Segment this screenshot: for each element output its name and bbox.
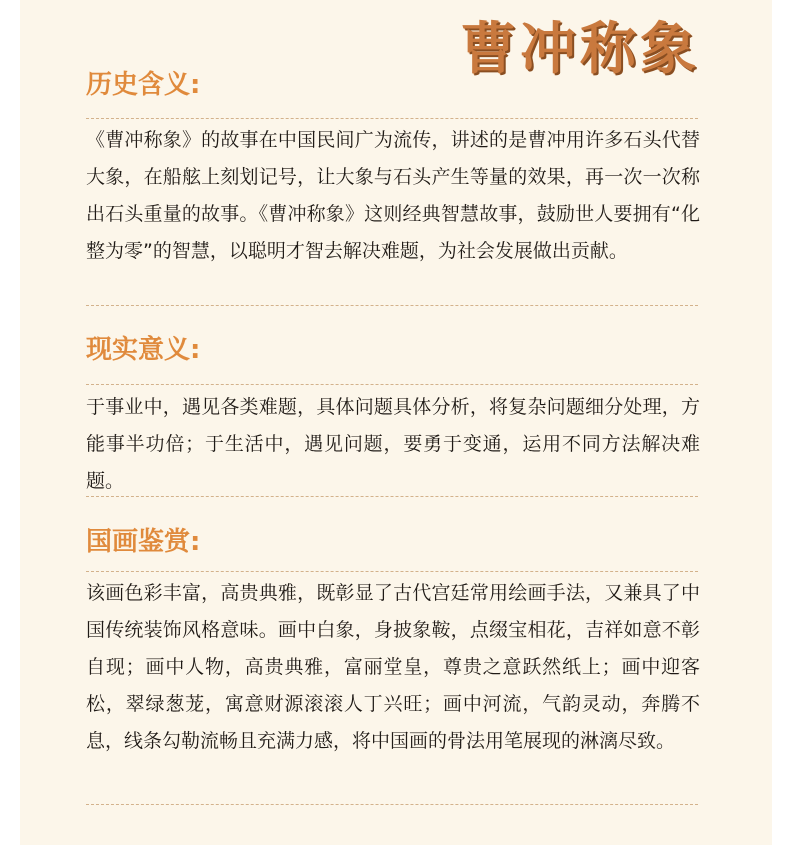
section-divider (86, 496, 698, 497)
section-divider (86, 305, 698, 306)
section-divider (86, 118, 698, 119)
section-heading-painting: 国画鉴赏: (86, 527, 201, 557)
section-divider (86, 571, 698, 572)
section-heading-history: 历史含义: (86, 70, 201, 100)
page-title: 曹冲称象 (460, 16, 700, 82)
section-divider (86, 804, 698, 805)
section-heading-reality: 现实意义: (86, 335, 201, 365)
section-divider (86, 384, 698, 385)
section-body-painting: 该画色彩丰富，高贵典雅，既彰显了古代宫廷常用绘画手法，又兼具了中国传统装饰风格意味。画中白象，身披象鞍，点缀宝相花，吉祥如意不彰自现；画中人物，高贵典雅，富丽堂皇，尊贵之意跃然纸上；画中迎客松，翠绿葱茏，寓意财源滚滚人丁兴旺；画中河流，气韵灵动，奔腾不息，线条勾勒流畅且充满力感，将中国画的骨法用笔展现的淋漓尽致。 (86, 582, 700, 752)
section-body-history: 《曹冲称象》的故事在中国民间广为流传，讲述的是曹冲用许多石头代替大象，在船舷上刻划记号，让大象与石头产生等量的效果，再一次一次称出石头重量的故事。《曹冲称象》这则经典智慧故事，鼓励世人要拥有“化整为零”的智慧，以聪明才智去解决难题，为社会发展做出贡献。 (86, 129, 700, 262)
product-detail-panel (20, 0, 772, 845)
section-body-reality: 于事业中，遇见各类难题，具体问题具体分析，将复杂问题细分处理，方能事半功倍；于生活中，遇见问题，要勇于变通，运用不同方法解决难题。 (86, 396, 700, 492)
